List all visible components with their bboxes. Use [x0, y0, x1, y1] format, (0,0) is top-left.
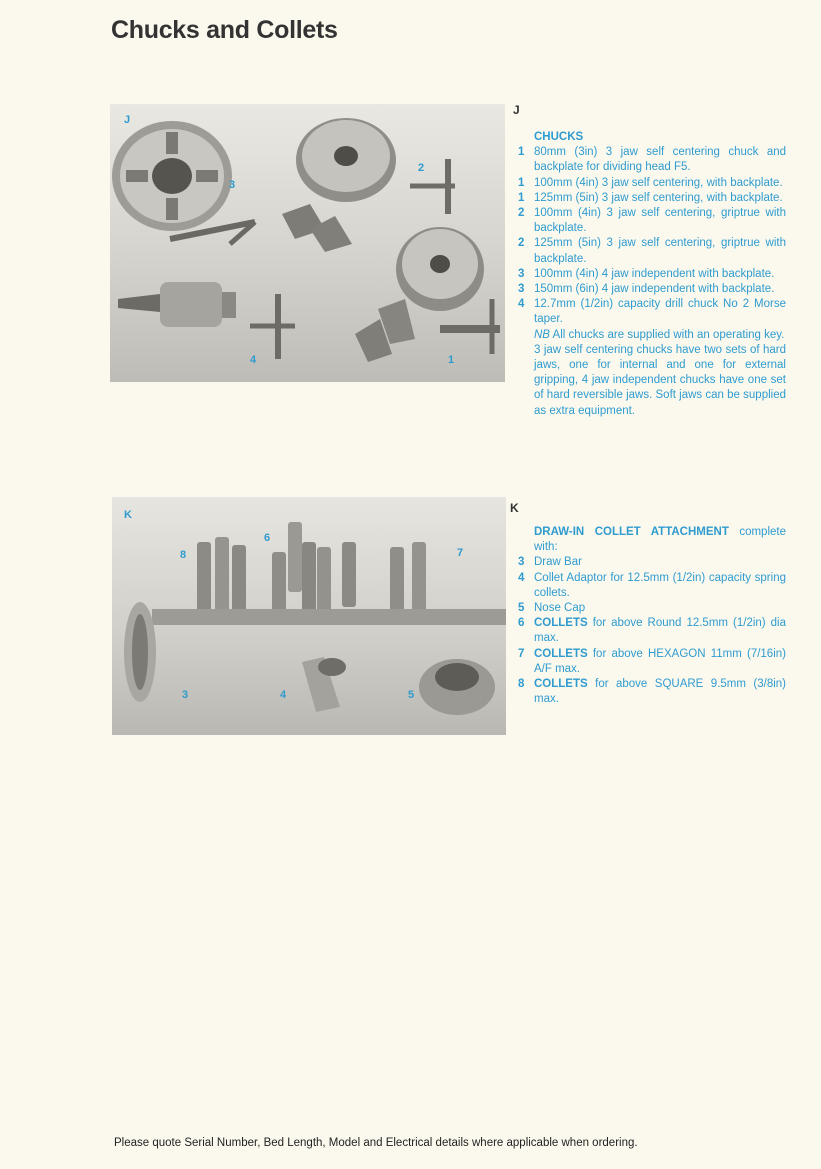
- list-item: 3 Draw Bar: [518, 556, 582, 569]
- photo-label-k: K: [124, 509, 132, 521]
- chucks-heading: CHUCKS: [534, 131, 584, 143]
- chucks-jaws-note: 3 jaw self centering chucks have two sets of hard jaws, one for internal and one for external gripping, 4 jaw independent chucks have one set of hard reversible jaws. Soft jaws can be supplied as extra equipment.: [534, 343, 786, 417]
- chucks-photo: [110, 104, 505, 382]
- list-item: 4 12.7mm (1/2in) capacity drill chuck No 2 Morse taper.: [518, 298, 786, 326]
- list-item: 3 150mm (6in) 4 jaw independent with backplate.: [518, 283, 775, 296]
- list-item: 1 80mm (3in) 3 jaw self centering chuck and backplate for dividing head F5.: [518, 146, 786, 174]
- list-item: 1 100mm (4in) 3 jaw self centering, with backplate.: [518, 176, 783, 189]
- photo-label-8: 8: [180, 549, 187, 561]
- photo-label-4: 4: [280, 689, 287, 701]
- chucks-note: NB All chucks are supplied with an operating key.: [534, 328, 785, 341]
- photo-label-5: 5: [408, 689, 415, 701]
- photo-label-j: J: [124, 114, 131, 126]
- list-item: 2 100mm (4in) 3 jaw self centering, griptrue with backplate.: [518, 207, 786, 235]
- photo-label-3: 3: [182, 689, 189, 701]
- photo-label-7: 7: [457, 547, 464, 559]
- list-item: 2 125mm (5in) 3 jaw self centering, griptrue with backplate.: [518, 237, 786, 265]
- collets-description: [513, 525, 786, 707]
- photo-label-6: 6: [264, 532, 271, 544]
- list-item: 1 125mm (5in) 3 jaw self centering, with backplate.: [518, 191, 783, 204]
- page-title: Chucks and Collets: [111, 16, 338, 44]
- section-letter-j: J: [513, 103, 520, 117]
- chucks-illustration: [110, 104, 505, 382]
- photo-label-1: 1: [448, 354, 455, 366]
- chucks-description: [513, 130, 786, 419]
- collets-photo: [112, 497, 506, 735]
- list-item: 4 Collet Adaptor for 12.5mm (1/2in) capacity spring collets.: [518, 571, 786, 599]
- collets-heading: DRAW-IN COLLET ATTACHMENT complete with:: [534, 526, 786, 554]
- section-letter-k: K: [510, 501, 519, 515]
- list-item: 8 COLLETS for above SQUARE 9.5mm (3/8in) max.: [518, 678, 786, 706]
- collets-illustration: [112, 497, 506, 735]
- photo-label-4: 4: [250, 354, 257, 366]
- photo-label-3: 3: [229, 179, 236, 191]
- page-footer: Please quote Serial Number, Bed Length, Model and Electrical details where applicable when ordering.: [114, 1137, 638, 1149]
- list-item: 6 COLLETS for above Round 12.5mm (1/2in) dia max.: [518, 617, 786, 645]
- photo-label-2: 2: [418, 162, 425, 174]
- list-item: 3 100mm (4in) 4 jaw independent with backplate.: [518, 267, 775, 280]
- list-item: 7 COLLETS for above HEXAGON 11mm (7/16in) A/F max.: [518, 647, 786, 675]
- list-item: 5 Nose Cap: [518, 602, 586, 615]
